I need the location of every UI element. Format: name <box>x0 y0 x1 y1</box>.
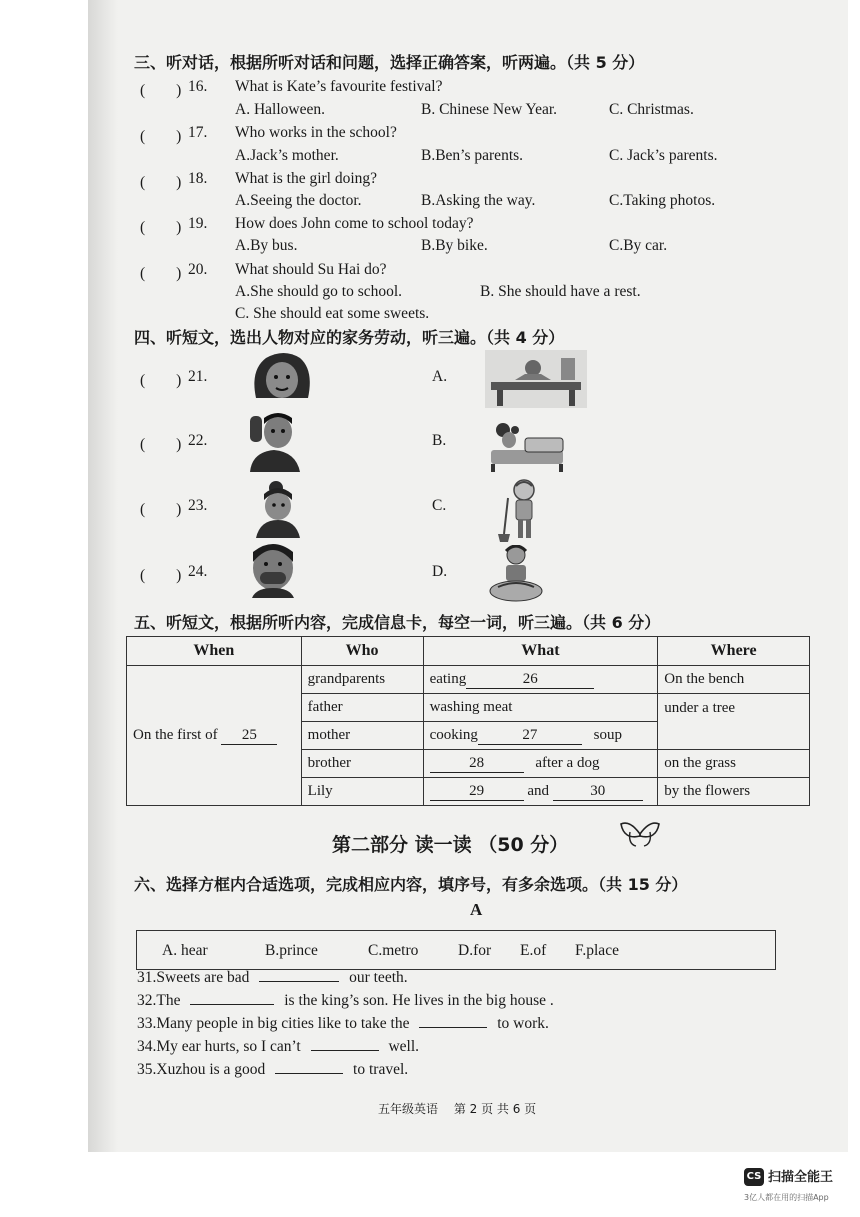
who-cell: Lily <box>301 778 423 806</box>
option-letter: B. <box>432 432 447 449</box>
question-number: 24. <box>188 563 208 580</box>
what-text: cooking <box>429 726 478 743</box>
making-bed-icon <box>485 420 567 474</box>
question-number: 21. <box>188 368 208 385</box>
answer-blank-29[interactable]: 29 <box>430 783 524 801</box>
watermark-tagline: 3亿人都在用的扫描App <box>744 1193 829 1202</box>
option-c: C. Christmas. <box>609 101 694 118</box>
sentence-34 <box>137 1038 419 1056</box>
part2-title: 第二部分 读一读 （50 分） <box>332 834 569 856</box>
who-cell: mother <box>301 722 423 750</box>
answer-blank-32[interactable] <box>190 1004 274 1005</box>
question-number: 16. <box>188 78 208 95</box>
answer-paren: ( ) <box>140 219 182 236</box>
question-number: 20. <box>188 261 208 278</box>
question-text: How does John come to school today? <box>235 215 474 232</box>
answer-paren: ( ) <box>140 372 182 389</box>
sentence-text: 31.Sweets are bad <box>137 969 250 986</box>
when-text: On the first of <box>133 726 218 743</box>
when-cell <box>127 666 302 806</box>
option-c: C.metro <box>368 942 419 959</box>
option-letter: D. <box>432 563 448 580</box>
option-a: A. Halloween. <box>235 101 325 118</box>
answer-blank-26[interactable]: 26 <box>466 671 594 689</box>
answer-blank-33[interactable] <box>419 1027 487 1028</box>
answer-paren: ( ) <box>140 501 182 518</box>
option-a: A. hear <box>162 942 208 959</box>
sentence-text: to work. <box>497 1015 549 1032</box>
sentence-text: well. <box>388 1038 420 1055</box>
sentence-33 <box>137 1015 549 1033</box>
answer-blank-35[interactable] <box>275 1073 343 1074</box>
sentence-35 <box>137 1061 408 1079</box>
what-text: soup <box>593 726 622 743</box>
what-text: and <box>527 782 549 799</box>
column-header: What <box>423 637 658 666</box>
where-cell: on the grass <box>658 750 810 778</box>
option-word-box <box>136 930 776 970</box>
washing-clothes-icon <box>486 545 548 603</box>
page-footer: 五年级英语 第 2 页 共 6 页 <box>378 1102 537 1116</box>
question-number: 18. <box>188 170 208 187</box>
what-text: eating <box>429 670 467 687</box>
answer-blank-27[interactable]: 27 <box>478 727 582 745</box>
question-text: What is the girl doing? <box>235 170 378 187</box>
sentence-text: is the king’s son. He lives in the big house . <box>284 992 554 1009</box>
what-text: after a dog <box>535 754 600 771</box>
option-c: C.By car. <box>609 237 668 254</box>
question-text: Who works in the school? <box>235 124 397 141</box>
what-cell <box>423 750 658 778</box>
column-header: Where <box>658 637 810 666</box>
option-c: C. Jack’s parents. <box>609 147 718 164</box>
what-cell: washing meat <box>423 694 658 722</box>
answer-paren: ( ) <box>140 567 182 584</box>
answer-blank-28[interactable]: 28 <box>430 755 524 773</box>
section4-heading: 四、听短文，选出人物对应的家务劳动，听三遍。（共 4 分） <box>134 328 565 347</box>
sentence-text: 33.Many people in big cities like to take the <box>137 1015 410 1032</box>
option-letter: A. <box>432 368 448 385</box>
sentence-text: our teeth. <box>349 969 408 986</box>
option-b: B. She should have a rest. <box>480 283 641 300</box>
option-d: D.for <box>458 942 492 959</box>
column-header: Who <box>301 637 423 666</box>
what-cell <box>423 778 658 806</box>
option-letter: C. <box>432 497 447 514</box>
camscanner-logo-icon: CS <box>744 1168 764 1186</box>
option-b: B.Asking the way. <box>421 192 536 209</box>
answer-blank-34[interactable] <box>311 1050 379 1051</box>
option-b: B.By bike. <box>421 237 488 254</box>
sentence-text: 32.The <box>137 992 181 1009</box>
answer-paren: ( ) <box>140 436 182 453</box>
sentence-32 <box>137 992 554 1010</box>
option-f: F.place <box>575 942 619 959</box>
sentence-text: 35.Xuzhou is a good <box>137 1061 266 1078</box>
section5-heading: 五、听短文，根据所听内容，完成信息卡，每空一词，听三遍。（共 6 分） <box>134 613 661 632</box>
column-header: When <box>127 637 302 666</box>
sentence-text: to travel. <box>353 1061 409 1078</box>
who-cell: brother <box>301 750 423 778</box>
what-cell <box>423 666 658 694</box>
man-waving-icon <box>244 410 304 472</box>
answer-blank-25[interactable]: 25 <box>221 727 277 745</box>
table-row <box>127 666 810 694</box>
answer-paren: ( ) <box>140 128 182 145</box>
cleaning-table-icon <box>485 350 587 408</box>
option-b: B.prince <box>265 942 318 959</box>
what-cell <box>423 722 658 750</box>
table-header-row <box>127 637 810 666</box>
girl-icon <box>252 480 304 538</box>
where-cell: under a tree <box>658 694 810 750</box>
option-b: B. Chinese New Year. <box>421 101 558 118</box>
option-c: C.Taking photos. <box>609 192 716 209</box>
answer-blank-30[interactable]: 30 <box>553 783 643 801</box>
question-number: 19. <box>188 215 208 232</box>
option-a: A.By bus. <box>235 237 298 254</box>
question-number: 23. <box>188 497 208 514</box>
question-text: What should Su Hai do? <box>235 261 387 278</box>
option-a: A.Seeing the doctor. <box>235 192 362 209</box>
answer-blank-31[interactable] <box>259 981 339 982</box>
info-card-table <box>126 636 810 806</box>
option-a: A.She should go to school. <box>235 283 403 300</box>
question-number: 17. <box>188 124 208 141</box>
where-cell: On the bench <box>658 666 810 694</box>
butterfly-icon <box>618 820 662 848</box>
option-e: E.of <box>520 942 547 959</box>
sweeping-floor-icon <box>494 478 546 544</box>
sentence-31 <box>137 969 408 987</box>
boy-covering-mouth-icon <box>244 542 302 598</box>
option-c: C. She should eat some sweets. <box>235 305 430 322</box>
answer-paren: ( ) <box>140 174 182 191</box>
who-cell: father <box>301 694 423 722</box>
answer-paren: ( ) <box>140 82 182 99</box>
question-number: 22. <box>188 432 208 449</box>
woman-face-icon <box>244 350 318 402</box>
section3-heading: 三、听对话，根据所听对话和问题，选择正确答案，听两遍。（共 5 分） <box>134 53 645 72</box>
sentence-text: 34.My ear hurts, so I can’t <box>137 1038 301 1055</box>
where-cell: by the flowers <box>658 778 810 806</box>
who-cell: grandparents <box>301 666 423 694</box>
subsection-label: A <box>470 900 483 919</box>
option-b: B.Ben’s parents. <box>421 147 524 164</box>
question-text: What is Kate’s favourite festival? <box>235 78 443 95</box>
option-a: A.Jack’s mother. <box>235 147 339 164</box>
watermark-name: 扫描全能王 <box>768 1170 834 1185</box>
answer-paren: ( ) <box>140 265 182 282</box>
section6-heading: 六、选择方框内合适选项，完成相应内容，填序号，有多余选项。（共 15 分） <box>134 875 688 894</box>
